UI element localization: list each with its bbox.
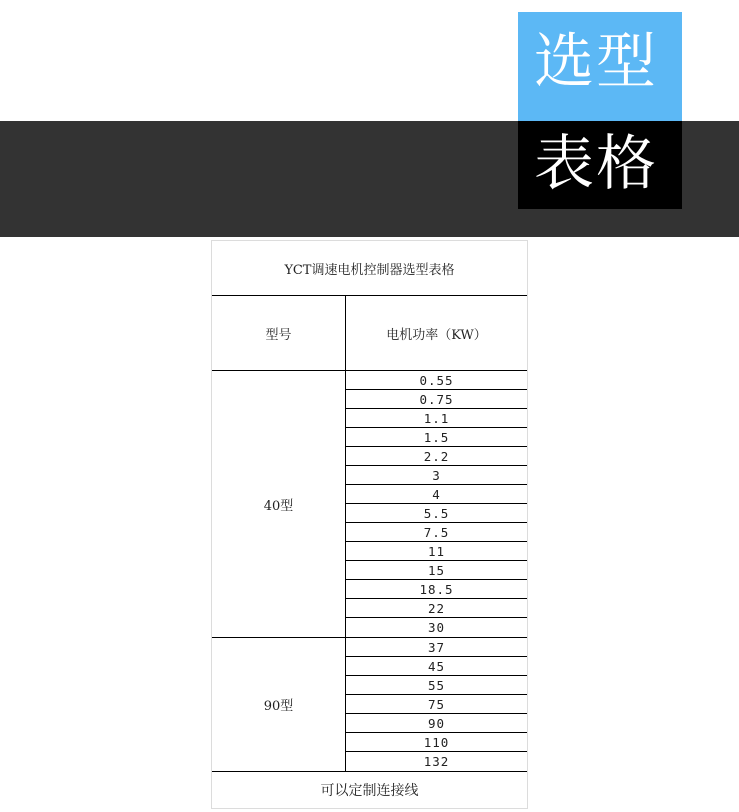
column-header-model: 型号 — [212, 296, 346, 370]
model-group — [212, 371, 527, 638]
table-footer-note: 可以定制连接线 — [320, 783, 419, 799]
power-cell: 3 — [346, 466, 527, 485]
power-cell: 0.55 — [346, 371, 527, 390]
power-cell: 37 — [346, 638, 527, 657]
table-body — [212, 371, 527, 772]
power-list — [346, 638, 527, 771]
power-cell: 1.5 — [346, 428, 527, 447]
power-cell: 4 — [346, 485, 527, 504]
power-cell: 18.5 — [346, 580, 527, 599]
power-cell: 2.2 — [346, 447, 527, 466]
model-cell: 40型 — [212, 371, 346, 637]
model-cell: 90型 — [212, 638, 346, 771]
power-cell: 110 — [346, 733, 527, 752]
power-cell: 90 — [346, 714, 527, 733]
power-cell: 0.75 — [346, 390, 527, 409]
title-line-2: 表格 — [518, 121, 682, 209]
power-cell: 5.5 — [346, 504, 527, 523]
power-list — [346, 371, 527, 637]
power-cell: 11 — [346, 542, 527, 561]
power-cell: 15 — [346, 561, 527, 580]
power-cell: 7.5 — [346, 523, 527, 542]
table-header-row — [212, 296, 527, 371]
power-cell: 1.1 — [346, 409, 527, 428]
selection-table — [211, 240, 528, 809]
column-header-power: 电机功率（KW） — [386, 327, 487, 343]
table-caption: YCT调速电机控制器选型表格 — [212, 241, 527, 296]
power-cell: 132 — [423, 754, 450, 769]
power-cell: 22 — [346, 599, 527, 618]
model-group — [212, 638, 527, 772]
power-cell: 75 — [346, 695, 527, 714]
power-cell: 30 — [427, 620, 446, 635]
title-line-1: 选型 — [518, 12, 682, 121]
power-cell: 45 — [346, 657, 527, 676]
power-cell: 55 — [346, 676, 527, 695]
